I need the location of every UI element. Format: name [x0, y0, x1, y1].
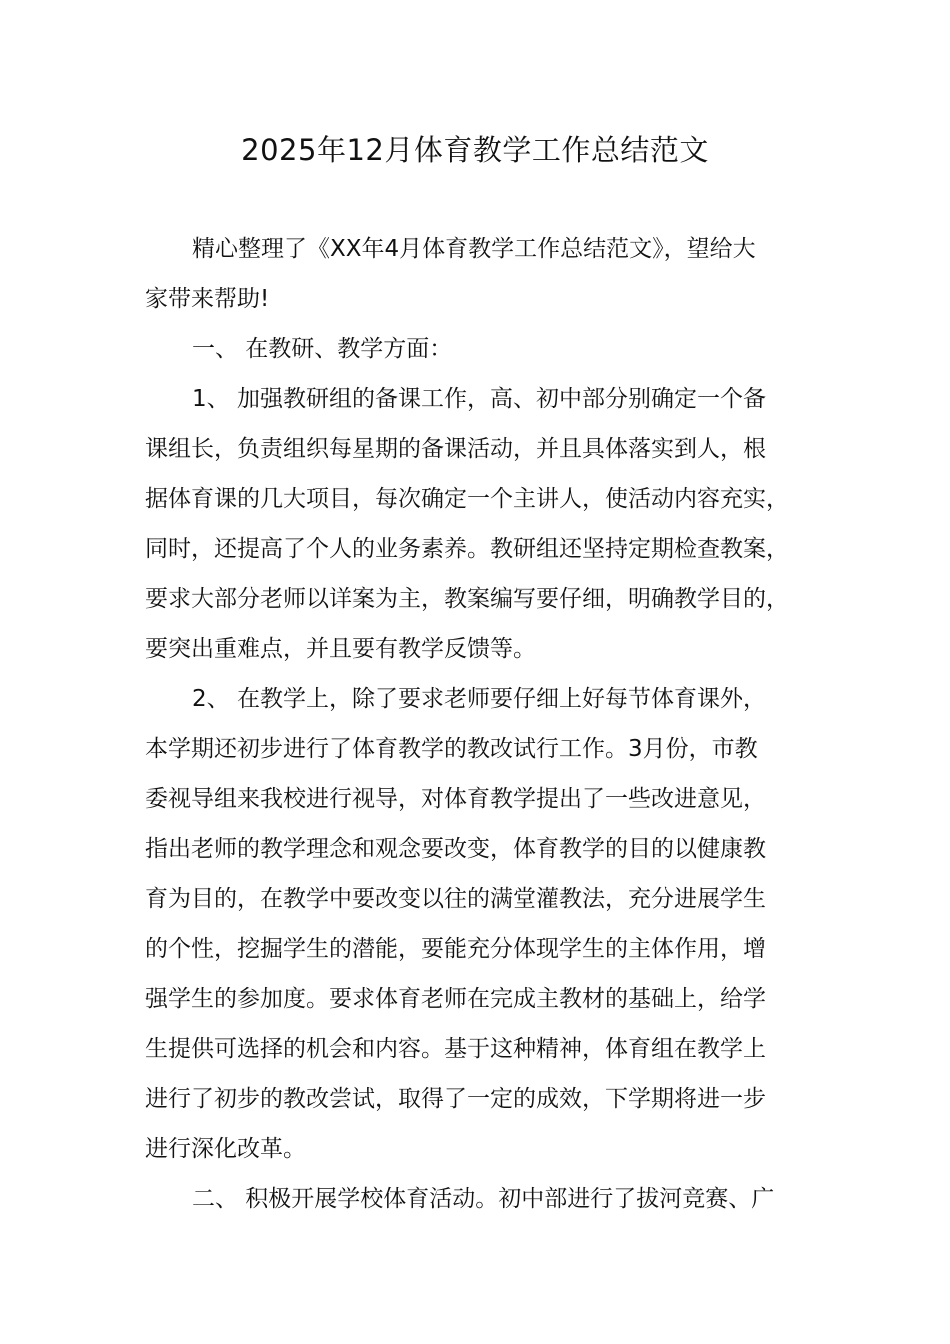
text-line: 指出老师的教学理念和观念要改变，体育教学的目的以健康教 — [145, 836, 766, 862]
document-title: 2025年12月体育教学工作总结范文 — [241, 133, 709, 167]
text-line: 同时，还提高了个人的业务素养。教研组还坚持定期检查教案， — [145, 536, 789, 562]
paragraph-section-one-heading — [145, 324, 825, 374]
paragraph-intro — [145, 224, 825, 324]
text-line: 2、 在教学上，除了要求老师要仔细上好每节体育课外， — [192, 686, 766, 712]
paragraph-item-1 — [145, 374, 825, 674]
text-line: 强学生的参加度。要求体育老师在完成主教材的基础上，给学 — [145, 986, 766, 1012]
text-line: 的个性，挖掘学生的潜能，要能充分体现学生的主体作用，增 — [145, 936, 766, 962]
text-line: 一、 在教研、教学方面： — [192, 336, 453, 362]
text-line: 育为目的，在教学中要改变以往的满堂灌教法，充分进展学生 — [145, 886, 766, 912]
paragraph-section-two — [145, 1174, 825, 1224]
document-body — [145, 224, 825, 1224]
paragraph-item-2 — [145, 674, 825, 1174]
text-line: 1、 加强教研组的备课工作，高、初中部分别确定一个备 — [192, 386, 766, 412]
text-line: 精心整理了《XX年4月体育教学工作总结范文》，望给大 — [192, 236, 756, 262]
text-line: 进行深化改革。 — [145, 1136, 306, 1162]
text-line: 据体育课的几大项目，每次确定一个主讲人，使活动内容充实， — [145, 486, 789, 512]
text-line: 要突出重难点，并且要有教学反馈等。 — [145, 636, 536, 662]
text-line: 委视导组来我校进行视导，对体育教学提出了一些改进意见， — [145, 786, 766, 812]
text-line: 要求大部分老师以详案为主，教案编写要仔细，明确教学目的， — [145, 586, 789, 612]
text-line: 本学期还初步进行了体育教学的教改试行工作。3月份，市教 — [145, 736, 758, 762]
text-line: 生提供可选择的机会和内容。基于这种精神，体育组在教学上 — [145, 1036, 766, 1062]
text-line: 进行了初步的教改尝试，取得了一定的成效，下学期将进一步 — [145, 1086, 766, 1112]
text-line: 家带来帮助! — [145, 286, 270, 312]
text-line: 课组长，负责组织每星期的备课活动，并且具体落实到人，根 — [145, 436, 766, 462]
text-line: 二、 积极开展学校体育活动。初中部进行了拔河竞赛、广 — [192, 1186, 775, 1212]
